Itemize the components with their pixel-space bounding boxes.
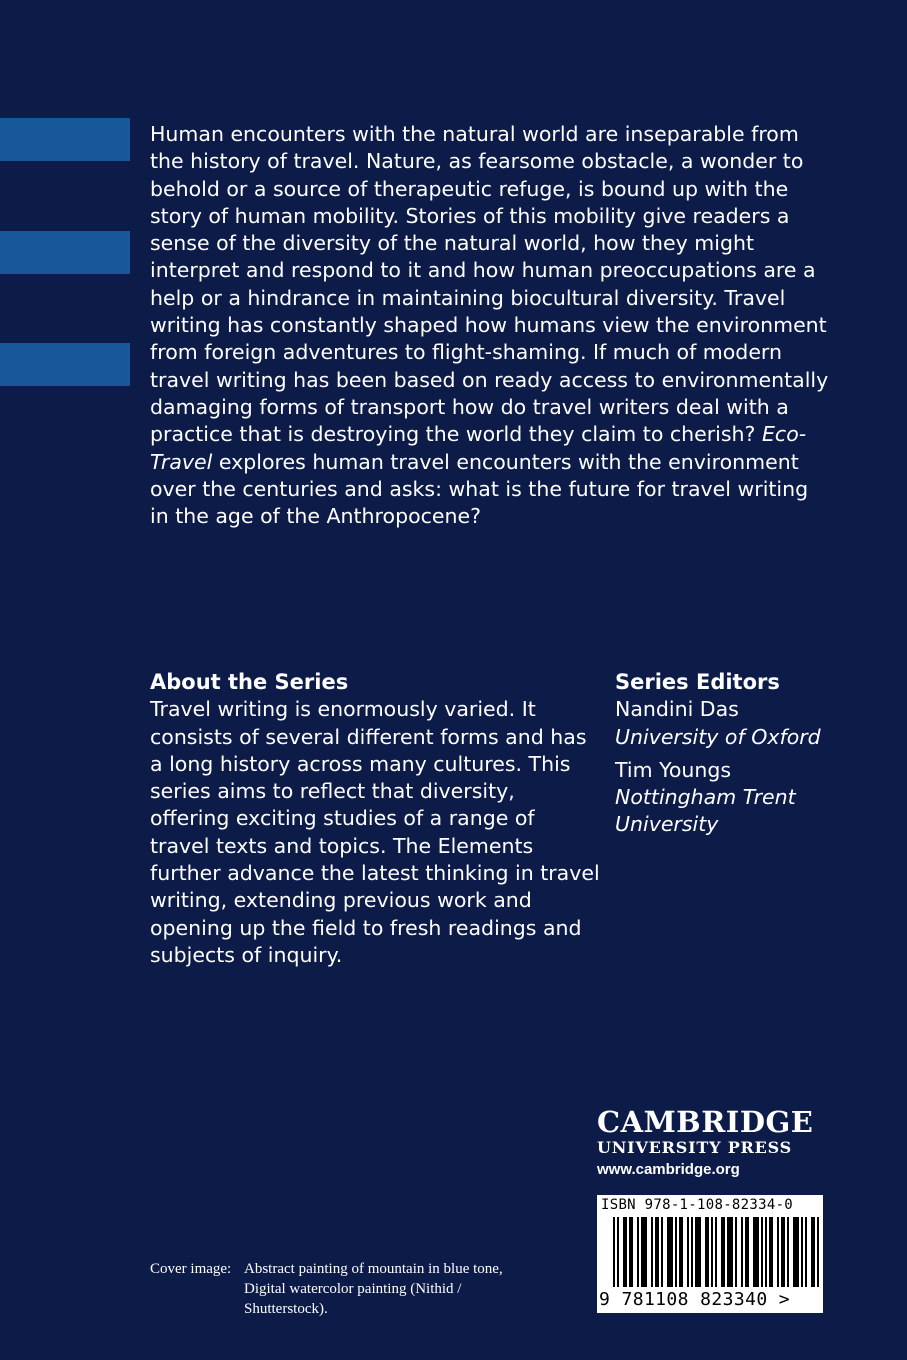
barcode-bar (735, 1217, 737, 1287)
barcode-bar (667, 1217, 669, 1287)
isbn-barcode (597, 1195, 823, 1313)
barcode-bar (793, 1217, 795, 1287)
barcode-bar (687, 1217, 689, 1287)
barcode-bar (817, 1217, 819, 1287)
barcode-bar (741, 1217, 743, 1287)
publisher-url[interactable]: www.cambridge.org (597, 1161, 740, 1178)
barcode-bar (699, 1217, 701, 1287)
barcode-bar (681, 1217, 683, 1287)
barcode-bar (661, 1217, 663, 1287)
book-blurb (150, 121, 830, 530)
barcode-bar (711, 1217, 713, 1287)
barcode-bar (695, 1217, 697, 1287)
barcode-bar (781, 1217, 783, 1287)
barcode-bar (783, 1217, 785, 1287)
blurb-book-title: Eco-Travel (150, 422, 807, 474)
barcode-bar (651, 1217, 653, 1287)
barcode-bar (745, 1217, 747, 1287)
barcode-bar (797, 1217, 799, 1287)
about-heading: About the Series (150, 670, 349, 694)
barcode-bar (613, 1217, 615, 1287)
barcode-bar (625, 1217, 627, 1287)
barcode-bar (795, 1217, 797, 1287)
decorative-stripe (0, 231, 130, 274)
barcode-bar (721, 1217, 723, 1287)
barcode-bar (765, 1217, 767, 1287)
about-text: Travel writing is enormously varied. It consists of several different forms and has a long history across many cultures. This series aims to reflect that diversity, offering exciting studies of a range of travel texts and topics. The Elements further advance the latest thinking in travel writing, extending previous work and opening up the field to fresh readings and subjects of inquiry. (150, 697, 600, 967)
barcode-bar (657, 1217, 659, 1287)
barcode-bar (723, 1217, 725, 1287)
cover-credit-text: Abstract painting of mountain in blue tone, Digital watercolor painting (Nithid / Shutterstock). (244, 1261, 503, 1317)
barcode-bar (731, 1217, 733, 1287)
barcode-bar (629, 1217, 631, 1287)
barcode-bar (757, 1217, 759, 1287)
barcode-bar (753, 1217, 755, 1287)
series-editors (615, 669, 835, 845)
barcode-bar (769, 1217, 771, 1287)
isbn-digits: 9 781108 823340 > (599, 1289, 791, 1310)
publisher-logo (597, 1106, 827, 1182)
barcode-bar (675, 1217, 677, 1287)
publisher-name: CAMBRIDGE (597, 1105, 814, 1139)
barcode-bar (715, 1217, 717, 1287)
barcode-bars (597, 1215, 823, 1289)
barcode-bar (617, 1217, 619, 1287)
barcode-bar (697, 1217, 699, 1287)
barcode-bar (801, 1217, 803, 1287)
barcode-bar (669, 1217, 671, 1287)
barcode-bar (645, 1217, 647, 1287)
blurb-text-end: explores human travel encounters with the environment over the centuries and asks: what is the future for travel writing in the age of the Anthropocene? (150, 449, 809, 529)
barcode-bar (705, 1217, 707, 1287)
barcode-bar (727, 1217, 729, 1287)
barcode-bar (631, 1217, 633, 1287)
editor-affiliation: University of Oxford (615, 724, 821, 749)
editor-affiliation: Nottingham Trent University (615, 785, 796, 837)
barcode-bar (707, 1217, 709, 1287)
barcode-bar (623, 1217, 625, 1287)
barcode-bar (777, 1217, 779, 1287)
cover-credit-label: Cover image: (150, 1261, 232, 1277)
barcode-bar (811, 1217, 813, 1287)
barcode-bar (813, 1217, 815, 1287)
editor-name: Tim Youngs (615, 757, 732, 782)
editor-entry (615, 757, 835, 839)
barcode-bar (805, 1217, 807, 1287)
decorative-stripe (0, 118, 130, 161)
barcode-bar (641, 1217, 643, 1287)
barcode-bar (679, 1217, 681, 1287)
isbn-label: ISBN 978-1-108-82334-0 (601, 1197, 794, 1213)
editor-name: Nandini Das (615, 697, 739, 722)
barcode-bar (643, 1217, 645, 1287)
barcode-bar (771, 1217, 773, 1287)
publisher-subtitle: UNIVERSITY PRESS (597, 1138, 792, 1157)
barcode-bar (755, 1217, 757, 1287)
barcode-bar (729, 1217, 731, 1287)
editor-entry (615, 696, 835, 751)
barcode-bar (655, 1217, 657, 1287)
decorative-stripe (0, 343, 130, 386)
editors-heading: Series Editors (615, 670, 780, 694)
barcode-bar (787, 1217, 789, 1287)
barcode-bar (747, 1217, 749, 1287)
barcode-bar (691, 1217, 693, 1287)
about-the-series (150, 669, 600, 969)
barcode-bar (761, 1217, 763, 1287)
barcode-bar (637, 1217, 639, 1287)
blurb-text-start: Human encounters with the natural world are inseparable from the history of travel. Nature, as fearsome obstacle, a wonder to behold or a source of therapeutic refuge, is bound up with the story of human mobility. Stories of this mobility give readers a sense of the diversity of the natural world, how they might interpret and respond to it and how human preoccupations are a help or a hindrance in maintaining biocultural diversity. Travel writing has constantly shaped how humans view the environment from foreign adventures to flight-shaming. If much of modern travel writing has been based on ready access to environmentally damaging forms of transport how do travel writers deal with a practice that is destroying the world they claim to cherish? (150, 122, 829, 447)
barcode-bar (671, 1217, 673, 1287)
